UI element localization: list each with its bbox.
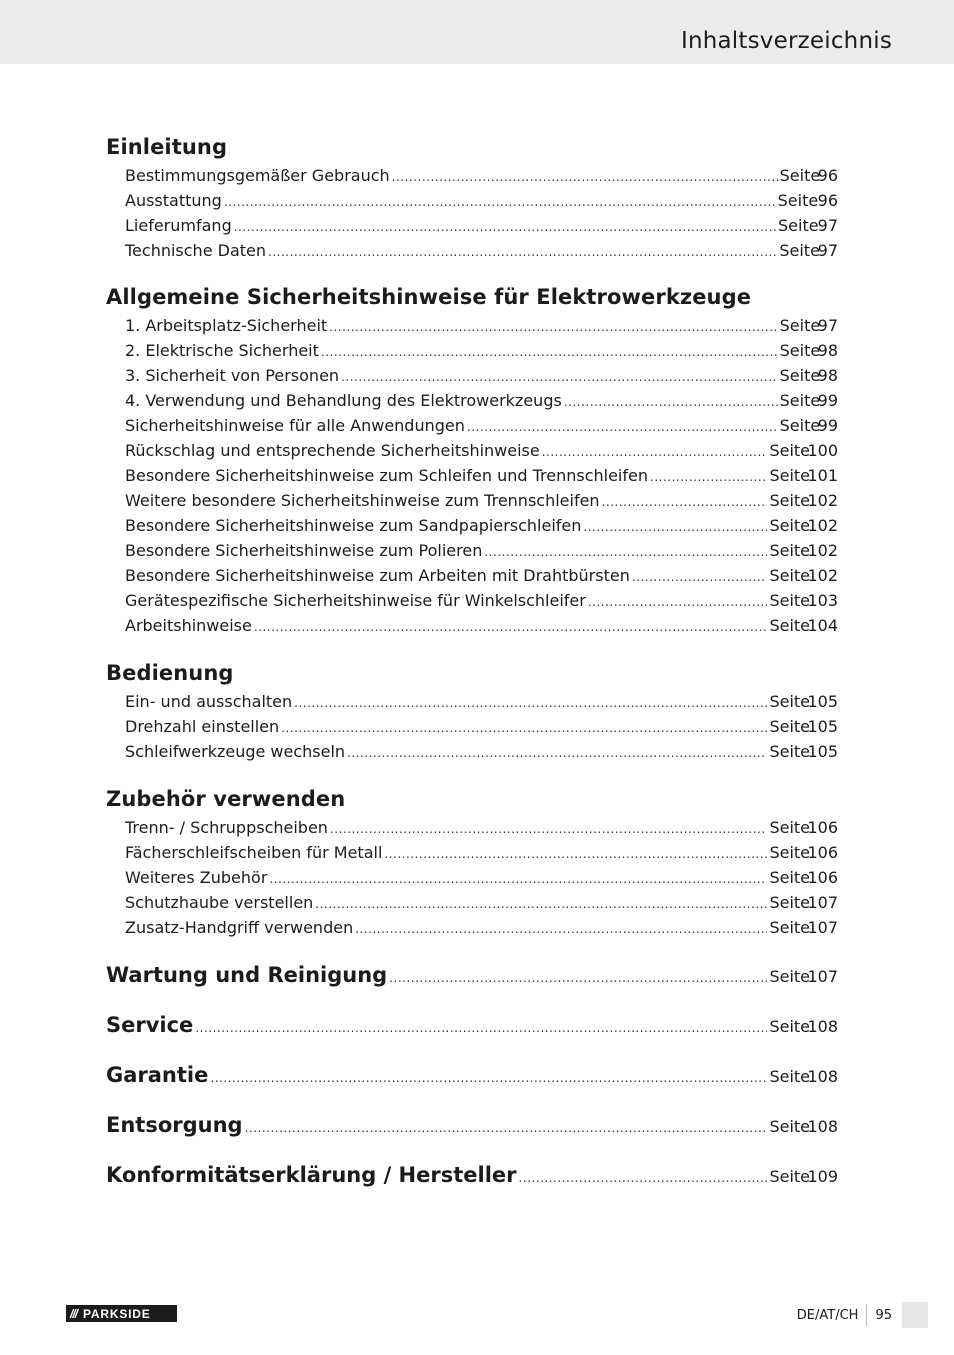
dot-leader <box>392 165 778 190</box>
dot-leader <box>650 465 767 490</box>
dot-leader <box>268 240 777 265</box>
seite-label: Seite <box>779 316 821 335</box>
toc-section <box>106 783 838 940</box>
seite-label: Seite <box>769 541 811 560</box>
seite-label: Seite <box>769 1167 811 1186</box>
dot-leader <box>602 490 768 515</box>
seite-label: Seite <box>769 893 811 912</box>
seite-label: Seite <box>769 566 811 585</box>
entry-label: Gerätespezifische Sicherheitshinweise für Winkelschleifer <box>125 591 586 610</box>
dot-leader <box>341 365 778 390</box>
entry-page-number: 105 <box>807 742 838 761</box>
toc-entry <box>106 538 838 563</box>
toc-entry <box>106 438 838 463</box>
page-title: Inhaltsverzeichnis <box>680 28 892 54</box>
dot-leader <box>210 1062 767 1094</box>
toc-single-entry <box>106 1009 838 1041</box>
seite-label: Seite <box>769 868 811 887</box>
toc-entry <box>106 238 838 263</box>
entry-label: Sicherheitshinweise für alle Anwendungen <box>125 416 465 435</box>
entry-label: Lieferumfang <box>125 216 232 235</box>
entry-label: Weiteres Zubehör <box>125 868 268 887</box>
dot-leader <box>542 440 768 465</box>
entry-page-number: 102 <box>807 516 838 535</box>
entry-label: Trenn- / Schruppscheiben <box>125 818 328 837</box>
seite-label: Seite <box>769 918 811 937</box>
toc-single-entry <box>106 1109 838 1141</box>
entry-page-number: 102 <box>807 541 838 560</box>
seite-label: Seite <box>769 742 811 761</box>
seite-label: Seite <box>769 516 811 535</box>
entry-page-number: 102 <box>807 566 838 585</box>
toc-single-entry <box>106 959 838 991</box>
entry-label: Ein- und ausschalten <box>125 692 293 711</box>
page-number: 95 <box>875 1307 892 1323</box>
seite-label: Seite <box>769 1017 811 1036</box>
footer-divider <box>866 1304 867 1326</box>
entry-label: Ausstattung <box>125 191 222 210</box>
section-heading: Zubehör verwenden <box>106 787 346 811</box>
dot-leader <box>281 716 767 741</box>
dot-leader <box>467 415 778 440</box>
dot-leader <box>234 215 776 240</box>
toc-entry <box>106 388 838 413</box>
toc-single-entry <box>106 1159 838 1191</box>
entry-label: 4. Verwendung und Behandlung des Elektrowerkzeugs <box>125 391 562 410</box>
entry-page-number: 97 <box>817 316 838 335</box>
toc-entry <box>106 588 838 613</box>
entry-page-number: 103 <box>807 591 838 610</box>
dot-leader <box>355 917 767 942</box>
toc-entry <box>106 363 838 388</box>
toc-entry <box>106 815 838 840</box>
toc-entry <box>106 840 838 865</box>
entry-page-number: 105 <box>807 692 838 711</box>
dot-leader <box>384 842 767 867</box>
entry-label: Besondere Sicherheitshinweise zum Schleifen und Trennschleifen <box>125 466 648 485</box>
toc-entry <box>106 915 838 940</box>
seite-label: Seite <box>769 441 811 460</box>
dot-leader <box>294 691 767 716</box>
seite-label: Seite <box>779 241 820 260</box>
section-heading: Konformitätserklärung / Hersteller <box>106 1163 517 1187</box>
entry-page-number: 107 <box>807 893 838 912</box>
dot-leader <box>330 817 768 842</box>
section-heading: Wartung und Reinigung <box>106 963 388 987</box>
logo-slashes: /// <box>70 1306 78 1321</box>
toc-entry <box>106 739 838 764</box>
entry-label: Zusatz-Handgriff verwenden <box>125 918 354 937</box>
section-heading: Entsorgung <box>106 1113 243 1137</box>
seite-label: Seite <box>769 717 811 736</box>
seite-label: Seite <box>769 466 811 485</box>
seite-label: Seite <box>779 416 821 435</box>
logo-text: PARKSIDE <box>83 1306 151 1321</box>
entry-label: Besondere Sicherheitshinweise zum Arbeiten mit Drahtbürsten <box>125 566 630 585</box>
seite-label: Seite <box>769 692 811 711</box>
toc-entry <box>106 413 838 438</box>
dot-leader <box>195 1012 767 1044</box>
dot-leader <box>519 1162 768 1194</box>
entry-page-number: 107 <box>807 967 838 986</box>
dot-leader <box>632 565 768 590</box>
entry-page-number: 99 <box>817 391 838 410</box>
toc-single-sections <box>106 959 838 1191</box>
seite-label: Seite <box>769 843 811 862</box>
toc-entry <box>106 613 838 638</box>
seite-label: Seite <box>769 591 811 610</box>
entry-label: 1. Arbeitsplatz-Sicherheit <box>125 316 328 335</box>
seite-label: Seite <box>779 366 821 385</box>
entry-page-number: 96 <box>817 191 838 210</box>
entry-page-number: 97 <box>817 216 838 235</box>
entry-page-number: 97 <box>817 241 838 260</box>
entry-label: Besondere Sicherheitshinweise zum Polieren <box>125 541 483 560</box>
parkside-logo <box>66 1305 177 1322</box>
entry-label: Drehzahl einstellen <box>125 717 280 736</box>
toc-entry <box>106 313 838 338</box>
seite-label: Seite <box>769 616 811 635</box>
seite-label: Seite <box>769 1117 811 1136</box>
seite-label: Seite <box>769 967 811 986</box>
toc-section <box>106 131 838 263</box>
entry-label: Arbeitshinweise <box>125 616 252 635</box>
toc-sections <box>106 131 838 959</box>
dot-leader <box>269 867 767 892</box>
entry-label: Besondere Sicherheitshinweise zum Sandpapierschleifen <box>125 516 582 535</box>
seite-label: Seite <box>777 191 819 210</box>
entry-page-number: 100 <box>807 441 838 460</box>
toc-entry <box>106 213 838 238</box>
dot-leader <box>321 340 778 365</box>
toc-section <box>106 281 838 638</box>
dot-leader <box>588 590 768 615</box>
toc-entry <box>106 488 838 513</box>
seite-label: Seite <box>769 1067 811 1086</box>
entry-label: Fächerschleifscheiben für Metall <box>125 843 383 862</box>
toc-entry <box>106 563 838 588</box>
entry-page-number: 108 <box>807 1117 838 1136</box>
section-heading: Garantie <box>106 1063 209 1087</box>
seite-label: Seite <box>779 166 821 185</box>
entry-page-number: 98 <box>817 366 838 385</box>
section-heading: Bedienung <box>106 661 234 685</box>
entry-page-number: 107 <box>807 918 838 937</box>
toc-single-entry <box>106 1059 838 1091</box>
entry-page-number: 104 <box>807 616 838 635</box>
toc-entry <box>106 689 838 714</box>
dot-leader <box>329 315 777 340</box>
entry-page-number: 109 <box>807 1167 838 1186</box>
dot-leader <box>583 515 767 540</box>
entry-label: Schleifwerkzeuge wechseln <box>125 742 346 761</box>
toc-section <box>106 657 838 764</box>
entry-label: Rückschlag und entsprechende Sicherheitshinweise <box>125 441 540 460</box>
entry-page-number: 96 <box>817 166 838 185</box>
entry-label: Weitere besondere Sicherheitshinweise zum Trennschleifen <box>125 491 600 510</box>
entry-page-number: 105 <box>807 717 838 736</box>
footer-meta <box>797 1302 928 1328</box>
dot-leader <box>347 741 767 766</box>
entry-page-number: 106 <box>807 868 838 887</box>
entry-page-number: 98 <box>817 341 838 360</box>
dot-leader <box>564 390 778 415</box>
section-heading: Allgemeine Sicherheitshinweise für Elektrowerkzeuge <box>106 285 752 309</box>
entry-page-number: 99 <box>817 416 838 435</box>
section-gap <box>106 263 838 281</box>
entry-page-number: 102 <box>807 491 838 510</box>
dot-leader <box>389 962 767 994</box>
section-gap <box>106 940 838 959</box>
entry-page-number: 106 <box>807 818 838 837</box>
section-heading: Service <box>106 1013 194 1037</box>
entry-page-number: 108 <box>807 1067 838 1086</box>
section-heading: Einleitung <box>106 135 228 159</box>
toc-entry <box>106 513 838 538</box>
table-of-contents <box>106 131 838 1191</box>
toc-entry <box>106 890 838 915</box>
entry-label: 2. Elektrische Sicherheit <box>125 341 319 360</box>
entry-page-number: 106 <box>807 843 838 862</box>
entry-page-number: 108 <box>807 1017 838 1036</box>
entry-label: Technische Daten <box>125 241 267 260</box>
seite-label: Seite <box>779 391 821 410</box>
dot-leader <box>484 540 767 565</box>
entry-label: Bestimmungsgemäßer Gebrauch <box>125 166 390 185</box>
dot-leader <box>315 892 767 917</box>
seite-label: Seite <box>769 818 811 837</box>
seite-label: Seite <box>779 341 821 360</box>
toc-entry <box>106 463 838 488</box>
seite-label: Seite <box>778 216 819 235</box>
section-gap <box>106 764 838 783</box>
entry-label: Schutzhaube verstellen <box>125 893 314 912</box>
section-gap <box>106 638 838 657</box>
toc-entry <box>106 188 838 213</box>
entry-page-number: 101 <box>807 466 838 485</box>
toc-entry <box>106 338 838 363</box>
toc-entry <box>106 865 838 890</box>
locale-label: DE/AT/CH <box>796 1307 859 1323</box>
dot-leader <box>254 615 768 640</box>
entry-label: 3. Sicherheit von Personen <box>125 366 340 385</box>
dot-leader <box>245 1112 768 1144</box>
toc-entry <box>106 163 838 188</box>
toc-entry <box>106 714 838 739</box>
page-marker-box <box>902 1302 928 1328</box>
seite-label: Seite <box>769 491 811 510</box>
dot-leader <box>224 190 776 215</box>
